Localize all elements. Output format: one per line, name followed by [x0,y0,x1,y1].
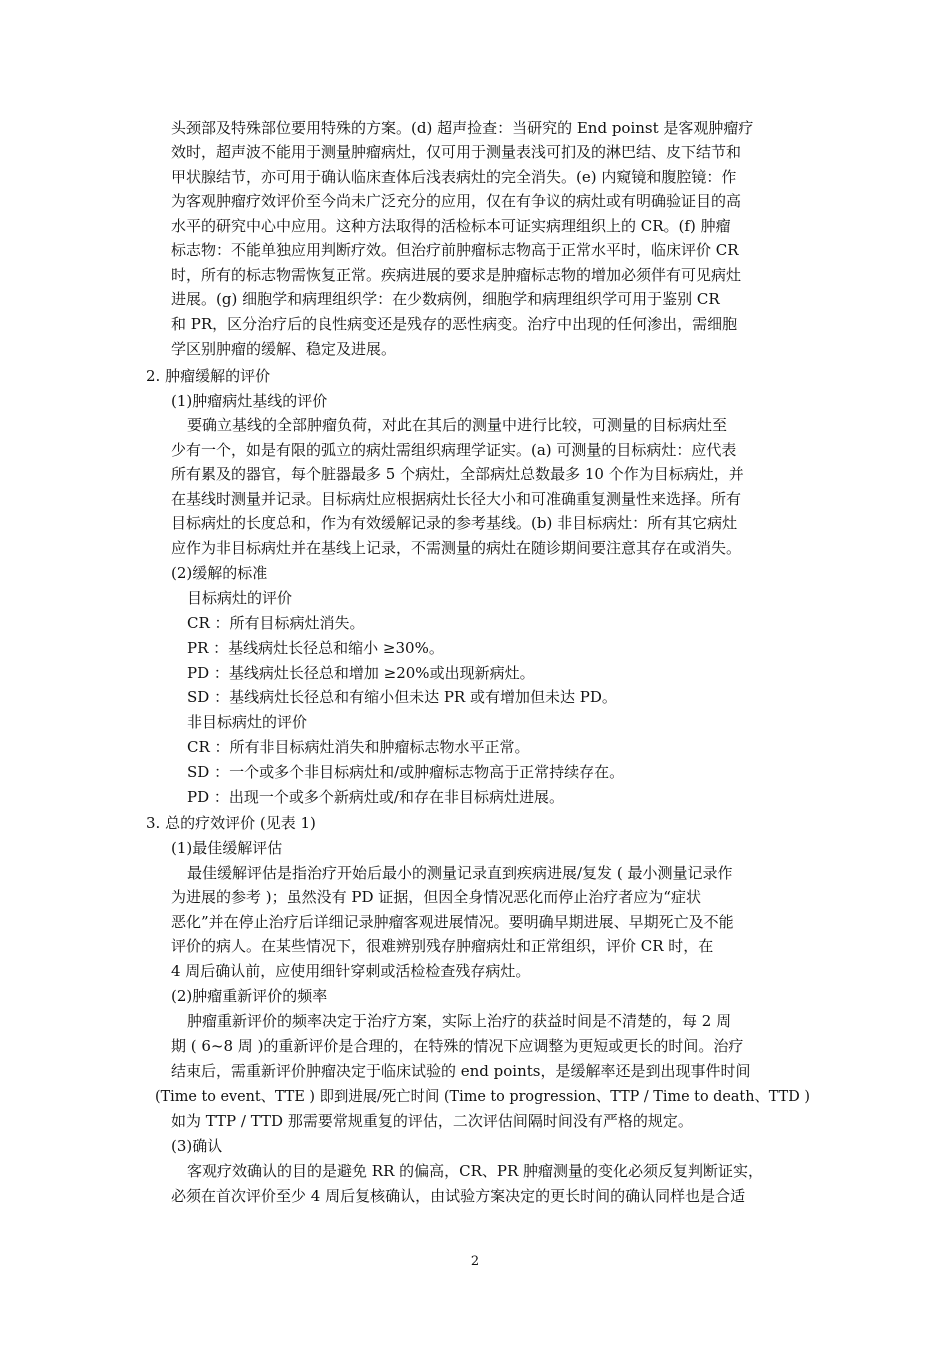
section-heading: 3. 总的疗效评价 (见表 1) [146,814,316,832]
subsection-heading: (1)肿瘤病灶基线的评价 [171,392,328,410]
criteria-item: CR ：所有非目标病灶消失和肿瘤标志物水平正常。 [187,738,530,756]
body-text-line: 应作为非目标病灶并在基线上记录，不需测量的病灶在随诊期间要注意其存在或消失。 [171,539,742,557]
body-text-line: 少有一个，如是有限的弧立的病灶需组织病理学证实。(a) 可测量的目标病灶：应代表 [171,441,737,459]
body-text-line: 最佳缓解评估是指治疗开始后最小的测量记录直到疾病进展/复发 ( 最小测量记录作 [187,864,733,882]
page-number: 2 [470,1254,480,1269]
body-text-line: 期 ( 6~8 周 )的重新评价是合理的，在特殊的情况下应调整为更短或更长的时间。治疗 [171,1037,744,1055]
body-text-line: 头颈部及特殊部位要用特殊的方案。(d) 超声捡查：当研究的 End poinst 是客观肿瘤疗 [171,119,754,137]
body-text-line: (Time to event、TTE ) 即到进展/死亡时间 (Time to progression、TTP / Time to death、TTD ) [155,1087,810,1105]
body-text-line: 肿瘤重新评价的频率决定于治疗方案，实际上治疗的获益时间是不清楚的，每 2 周 [187,1012,732,1030]
criteria-heading: 非目标病灶的评价 [187,713,308,731]
body-text-line: 水平的研究中心中应用。这种方法取得的活检标本可证实病理组织上的 CR。(f) 肿瘤 [171,217,731,235]
body-text-line: 进展。(g) 细胞学和病理组织学：在少数病例，细胞学和病理组织学可用于鉴别 CR [171,290,720,308]
criteria-heading: 目标病灶的评价 [187,589,293,607]
body-text-line: 客观疗效确认的目的是避免 RR 的偏高，CR、PR 肿瘤测量的变化必须反复判断证实， [187,1162,764,1180]
body-text-line: 如为 TTP / TTD 那需要常规重复的评估，二次评估间隔时间没有严格的规定。 [171,1112,693,1130]
subsection-heading: (2)肿瘤重新评价的频率 [171,987,328,1005]
body-text-line: 恶化”并在停止治疗后详细记录肿瘤客观进展情况。要明确早期进展、早期死亡及不能 [171,913,734,931]
body-text-line: 在基线时测量并记录。目标病灶应根据病灶长径大小和可准确重复测量性来选择。所有 [171,490,742,508]
body-text-line: 标志物：不能单独应用判断疗效。但治疗前肿瘤标志物高于正常水平时，临床评价 CR [171,241,739,259]
body-text-line: 效时，超声波不能用于测量肿瘤病灶，仅可用于测量表浅可扪及的淋巴结、皮下结节和 [171,143,742,161]
criteria-item: CR ：所有目标病灶消失。 [187,614,365,632]
subsection-heading: (3)确认 [171,1137,223,1155]
criteria-item: PD ：出现一个或多个新病灶或/和存在非目标病灶进展。 [187,788,564,806]
body-text-line: 为进展的参考 )；虽然没有 PD 证据，但因全身情况恶化而停止治疗者应为“症状 [171,888,701,906]
body-text-line: 和 PR，区分治疗后的良性病变还是残存的恶性病变。治疗中出现的任何渗出，需细胞 [171,315,738,333]
section-heading: 2. 肿瘤缓解的评价 [146,367,271,385]
body-text-line: 甲状腺结节，亦可用于确认临床查体后浅表病灶的完全消失。(e) 内窥镜和腹腔镜：作 [171,168,737,186]
criteria-item: PD ：基线病灶长径总和增加 ≥20%或出现新病灶。 [187,664,535,682]
subsection-heading: (2)缓解的标准 [171,564,268,582]
body-text-line: 目标病灶的长度总和，作为有效缓解记录的参考基线。(b) 非目标病灶：所有其它病灶 [171,514,738,532]
body-text-line: 为客观肿瘤疗效评价至今尚未广泛充分的应用，仅在有争议的病灶或有明确验证目的高 [171,192,742,210]
criteria-item: PR ：基线病灶长径总和缩小 ≥30%。 [187,639,444,657]
body-text-line: 要确立基线的全部肿瘤负荷，对此在其后的测量中进行比较，可测量的目标病灶至 [187,416,728,434]
body-text-line: 4 周后确认前，应使用细针穿刺或活检检查残存病灶。 [171,962,531,980]
body-text-line: 所有累及的器官，每个脏器最多 5 个病灶，全部病灶总数最多 10 个作为目标病灶，并 [171,465,744,483]
body-text-line: 必须在首次评价至少 4 周后复核确认，由试验方案决定的更长时间的确认同样也是合适 [171,1187,746,1205]
body-text-line: 评价的病人。在某些情况下，很难辨别残存肿瘤病灶和正常组织，评价 CR 时，在 [171,937,714,955]
body-text-line: 结束后，需重新评价肿瘤决定于临床试验的 end points，是缓解率还是到出现事件时间 [171,1062,751,1080]
body-text-line: 学区别肿瘤的缓解、稳定及进展。 [171,340,397,358]
body-text-line: 时，所有的标志物需恢复正常。疾病进展的要求是肿瘤标志物的增加必须伴有可见病灶 [171,266,742,284]
subsection-heading: (1)最佳缓解评估 [171,839,283,857]
criteria-item: SD ：一个或多个非目标病灶和/或肿瘤标志物高于正常持续存在。 [187,763,625,781]
criteria-item: SD ：基线病灶长径总和有缩小但未达 PR 或有增加但未达 PD。 [187,688,617,706]
